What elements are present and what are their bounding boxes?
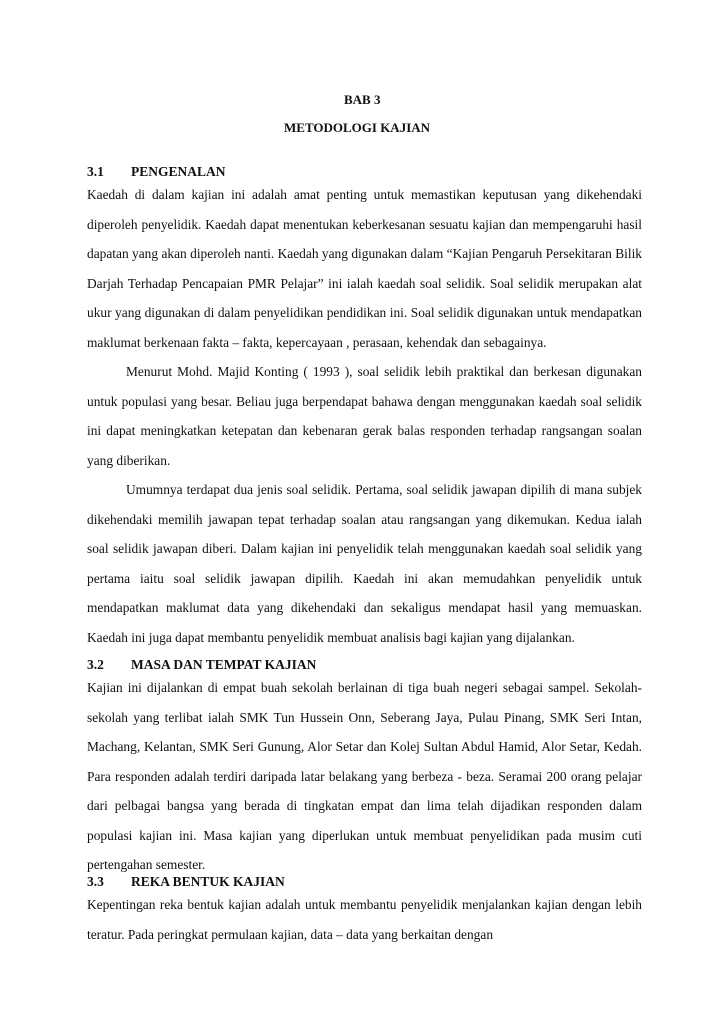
section-heading-3-2 — [87, 657, 316, 673]
section-heading-3-3 — [87, 874, 285, 890]
paragraph: Kajian ini dijalankan di empat buah sekolah berlainan di tiga buah negeri sebagai sampel. Sekolah-sekolah yang terlibat ialah SMK Tun Hussein Onn, Seberang Jaya, Pulau Pinang, SMK Seri Intan, Machang, Kelantan, SMK Seri Gunung, Alor Setar dan Kolej Sultan Abdul Hamid, Alor Setar, Kedah. Para responden adalah terdiri daripada latar belakang yang berbeza - beza. Seramai 200 orang pelajar dari pelbagai bangsa yang berada di tingkatan empat dan lima telah dijadikan responden dalam populasi kajian ini. Masa kajian yang diperlukan untuk membuat penyelidikan pada musim cuti pertengahan semester. — [87, 680, 642, 872]
paragraph: Menurut Mohd. Majid Konting ( 1993 ), soal selidik lebih praktikal dan berkesan digunakan untuk populasi yang besar. Beliau juga berpendapat bahawa dengan menggunakan kaedah soal selidik ini dapat meningkatkan ketepatan dan kebenaran gerak balas responden terhadap rangsangan soalan yang diberikan. — [87, 364, 642, 468]
section-title: REKA BENTUK KAJIAN — [131, 874, 285, 889]
section-body-3-1 — [87, 180, 642, 652]
section-number: 3.3 — [87, 874, 104, 889]
section-number: 3.2 — [87, 657, 104, 672]
section-title: MASA DAN TEMPAT KAJIAN — [131, 657, 317, 672]
section-body-3-2 — [87, 673, 642, 880]
chapter-title: METODOLOGI KAJIAN — [284, 120, 431, 135]
section-title: PENGENALAN — [131, 164, 226, 179]
chapter-number: BAB 3 — [344, 92, 381, 107]
paragraph: Kepentingan reka bentuk kajian adalah untuk membantu penyelidik menjalankan kajian dengan lebih teratur. Pada peringkat permulaan kajian, data – data yang berkaitan dengan — [87, 897, 642, 942]
section-body-3-3 — [87, 890, 642, 949]
paragraph: Kaedah di dalam kajian ini adalah amat penting untuk memastikan keputusan yang dikehendaki diperoleh penyelidik. Kaedah dapat menentukan keberkesanan sesuatu kajian dan mempengaruhi hasil dapatan yang akan diperoleh nanti. Kaedah yang digunakan dalam “Kajian Pengaruh Persekitaran Bilik Darjah Terhadap Pencapaian PMR Pelajar” ini ialah kaedah soal selidik. Soal selidik merupakan alat ukur yang digunakan di dalam penyelidikan pendidikan ini. Soal selidik digunakan untuk mendapatkan maklumat berkenaan fakta – fakta, kepercayaan , perasaan, kehendak dan sebagainya. — [87, 187, 642, 350]
paragraph: Umumnya terdapat dua jenis soal selidik. Pertama, soal selidik jawapan dipilih di mana subjek dikehendaki memilih jawapan tepat terhadap soalan atau rangsangan yang dikemukan. Kedua ialah soal selidik jawapan diberi. Dalam kajian ini penyelidik telah menggunakan kaedah soal selidik yang pertama iaitu soal selidik jawapan dipilih. Kaedah ini akan memudahkan penyelidik untuk mendapatkan maklumat data yang dikehendaki dan sekaligus mendapat hasil yang memuaskan. Kaedah ini juga dapat membantu penyelidik membuat analisis bagi kajian yang dijalankan. — [87, 482, 642, 645]
section-number: 3.1 — [87, 164, 104, 179]
section-heading-3-1 — [87, 164, 226, 180]
